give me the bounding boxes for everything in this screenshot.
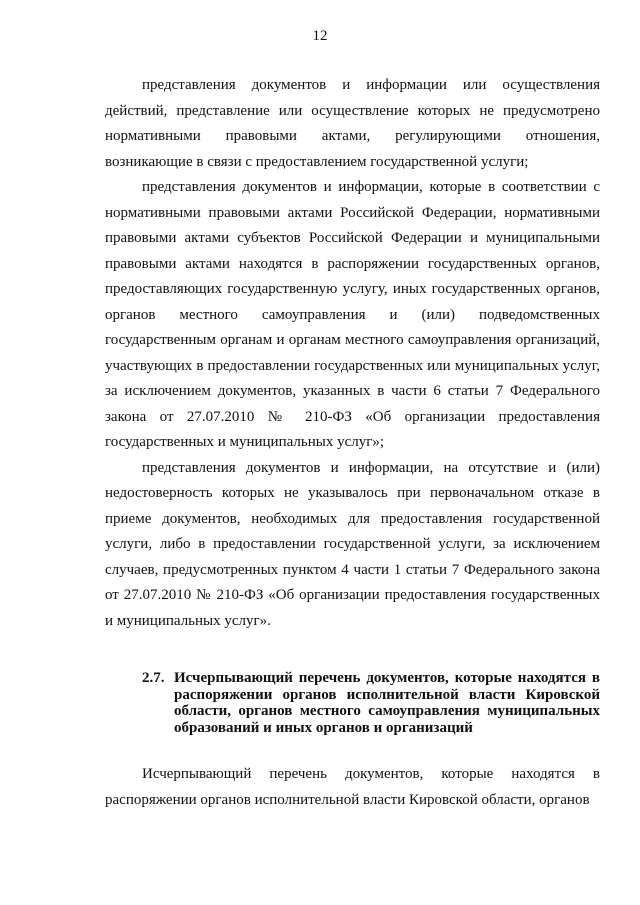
paragraph-1: представления документов и информации или осуществления действий, представление или осуществление которых не предусмотрено нормативными правовыми актами, регулирующими отношения, возникающие в связи с предоставлением государственной услуги; (105, 77, 600, 170)
paragraph-2: представления документов и информации, которые в соответствии с нормативными правовыми актами Российской Федерации, нормативными правовыми актами субъектов Российской Федерации и муниципальными правовыми актами находятся в распоряжении государственных органов, предоставляющих государственную услугу, иных государственных органов, органов местного самоуправления и (или) подведомственных государственным органам и органам местного самоуправления организаций, участвующих в предоставлении государственных или муниципальных услуг, за исключением документов, указанных в части 6 статьи 7 Федерального закона от 27.07.2010 № 210-ФЗ «Об организации предоставления государственных и муниципальных услуг»; (105, 179, 600, 450)
document-body (105, 73, 600, 813)
section-title: Исчерпывающий перечень документов, которые находятся в распоряжении органов исполнительной власти Кировской области, органов местного самоуправления муниципальных образований и иных органов и организаций (174, 670, 600, 736)
section-heading (105, 670, 600, 736)
section-number: 2.7. (142, 670, 165, 686)
page-number: 12 (312, 28, 328, 44)
paragraph-4: Исчерпывающий перечень документов, которые находятся в распоряжении органов исполнительной власти Кировской области, органов (105, 766, 600, 808)
paragraph-3: представления документов и информации, на отсутствие и (или) недостоверность которых не указывалось при первоначальном отказе в приеме документов, необходимых для предоставления государственной услуги, либо в предоставлении государственной услуги, за исключением случаев, предусмотренных пунктом 4 части 1 статьи 7 Федерального закона от 27.07.2010 № 210-ФЗ «Об организации предоставления государственных и муниципальных услуг». (105, 459, 600, 629)
